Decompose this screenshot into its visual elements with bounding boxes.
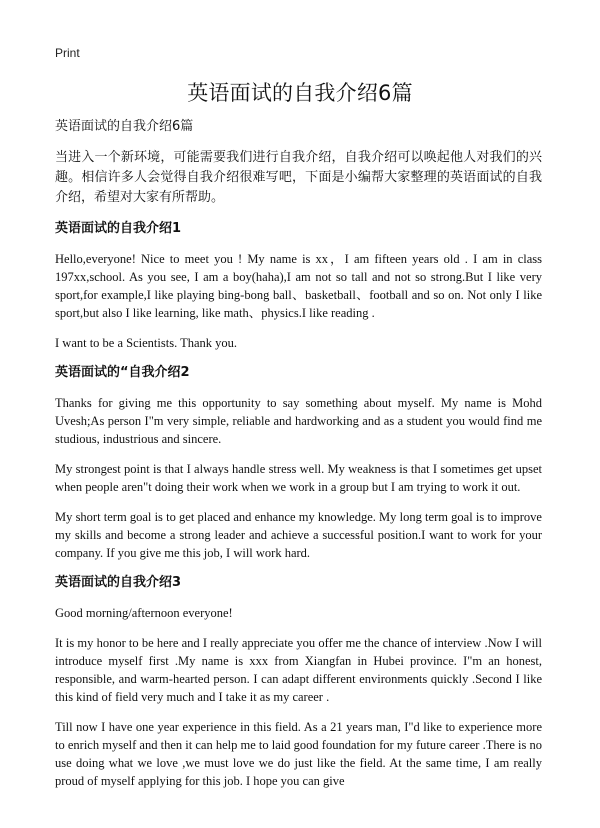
page-title: 英语面试的自我介绍6篇 (187, 81, 413, 105)
intro-paragraph: 当进入一个新环境，可能需要我们进行自我介绍，自我介绍可以唤起他人对我们的兴趣。相信许多人会觉得自我介绍很难写吧，下面是小编帮大家整理的英语面试的自我介绍，希望对大家有所帮助。 (55, 150, 542, 205)
paragraph: Good morning/afternoon everyone! (55, 606, 233, 620)
section-heading: 英语面试的自我介绍1 (55, 221, 182, 236)
paragraph: Till now I have one year experience in this field. As a 21 years man, I"d like to experience more to enrich myself and then it can help me to laid good foundation for my future career .There is no use doing what we love ,we must love we do just like the field. At the same time, I am really proud of myself applying for this job. I hope you can give (55, 720, 542, 788)
section-3 (55, 574, 542, 790)
print-link[interactable]: Print (55, 46, 80, 60)
paragraph: My short term goal is to get placed and enhance my knowledge. My long term goal is to improve my skills and become a strong leader and achieve a successful position.I want to work for your company. If you give me this job, I will work hard. (55, 510, 542, 560)
document-subtitle: 英语面试的自我介绍6篇 (55, 119, 194, 134)
paragraph: It is my honor to be here and I really appreciate you offer me the chance of interview .Now I will introduce myself first .My name is xxx from Xiangfan in Hubei province. I"m an honest, responsible, and warm-hearted person. I can adapt different environments quickly .Second I like this kind of field very much and I take it as my career . (55, 636, 542, 704)
section-heading: 英语面试的“自我介绍2 (55, 365, 190, 380)
section-heading: 英语面试的自我介绍3 (55, 575, 182, 590)
document-body (55, 118, 542, 802)
paragraph: I want to be a Scientists. Thank you. (55, 336, 238, 350)
section-1 (55, 220, 542, 352)
paragraph: My strongest point is that I always handle stress well. My weakness is that I sometimes get upset when people aren"t doing their work when we work in a group but I am trying to work it out. (55, 462, 542, 494)
paragraph: Thanks for giving me this opportunity to say something about myself. My name is Mohd Uvesh;As person I"m very simple, reliable and hardworking and as a student you would find me studious, industrious and sincere. (55, 396, 542, 446)
section-2 (55, 364, 542, 562)
paragraph: Hello,everyone! Nice to meet you ! My name is xx，I am fifteen years old . I am in class 197xx,school. As you see, I am a boy(haha),I am not so tall and not so strong.But I like very sport,for example,I like playing bing-bong ball、basketball、football and so on. Not only I like sport,but also I like learning, like math、physics.I like reading . (55, 252, 542, 320)
